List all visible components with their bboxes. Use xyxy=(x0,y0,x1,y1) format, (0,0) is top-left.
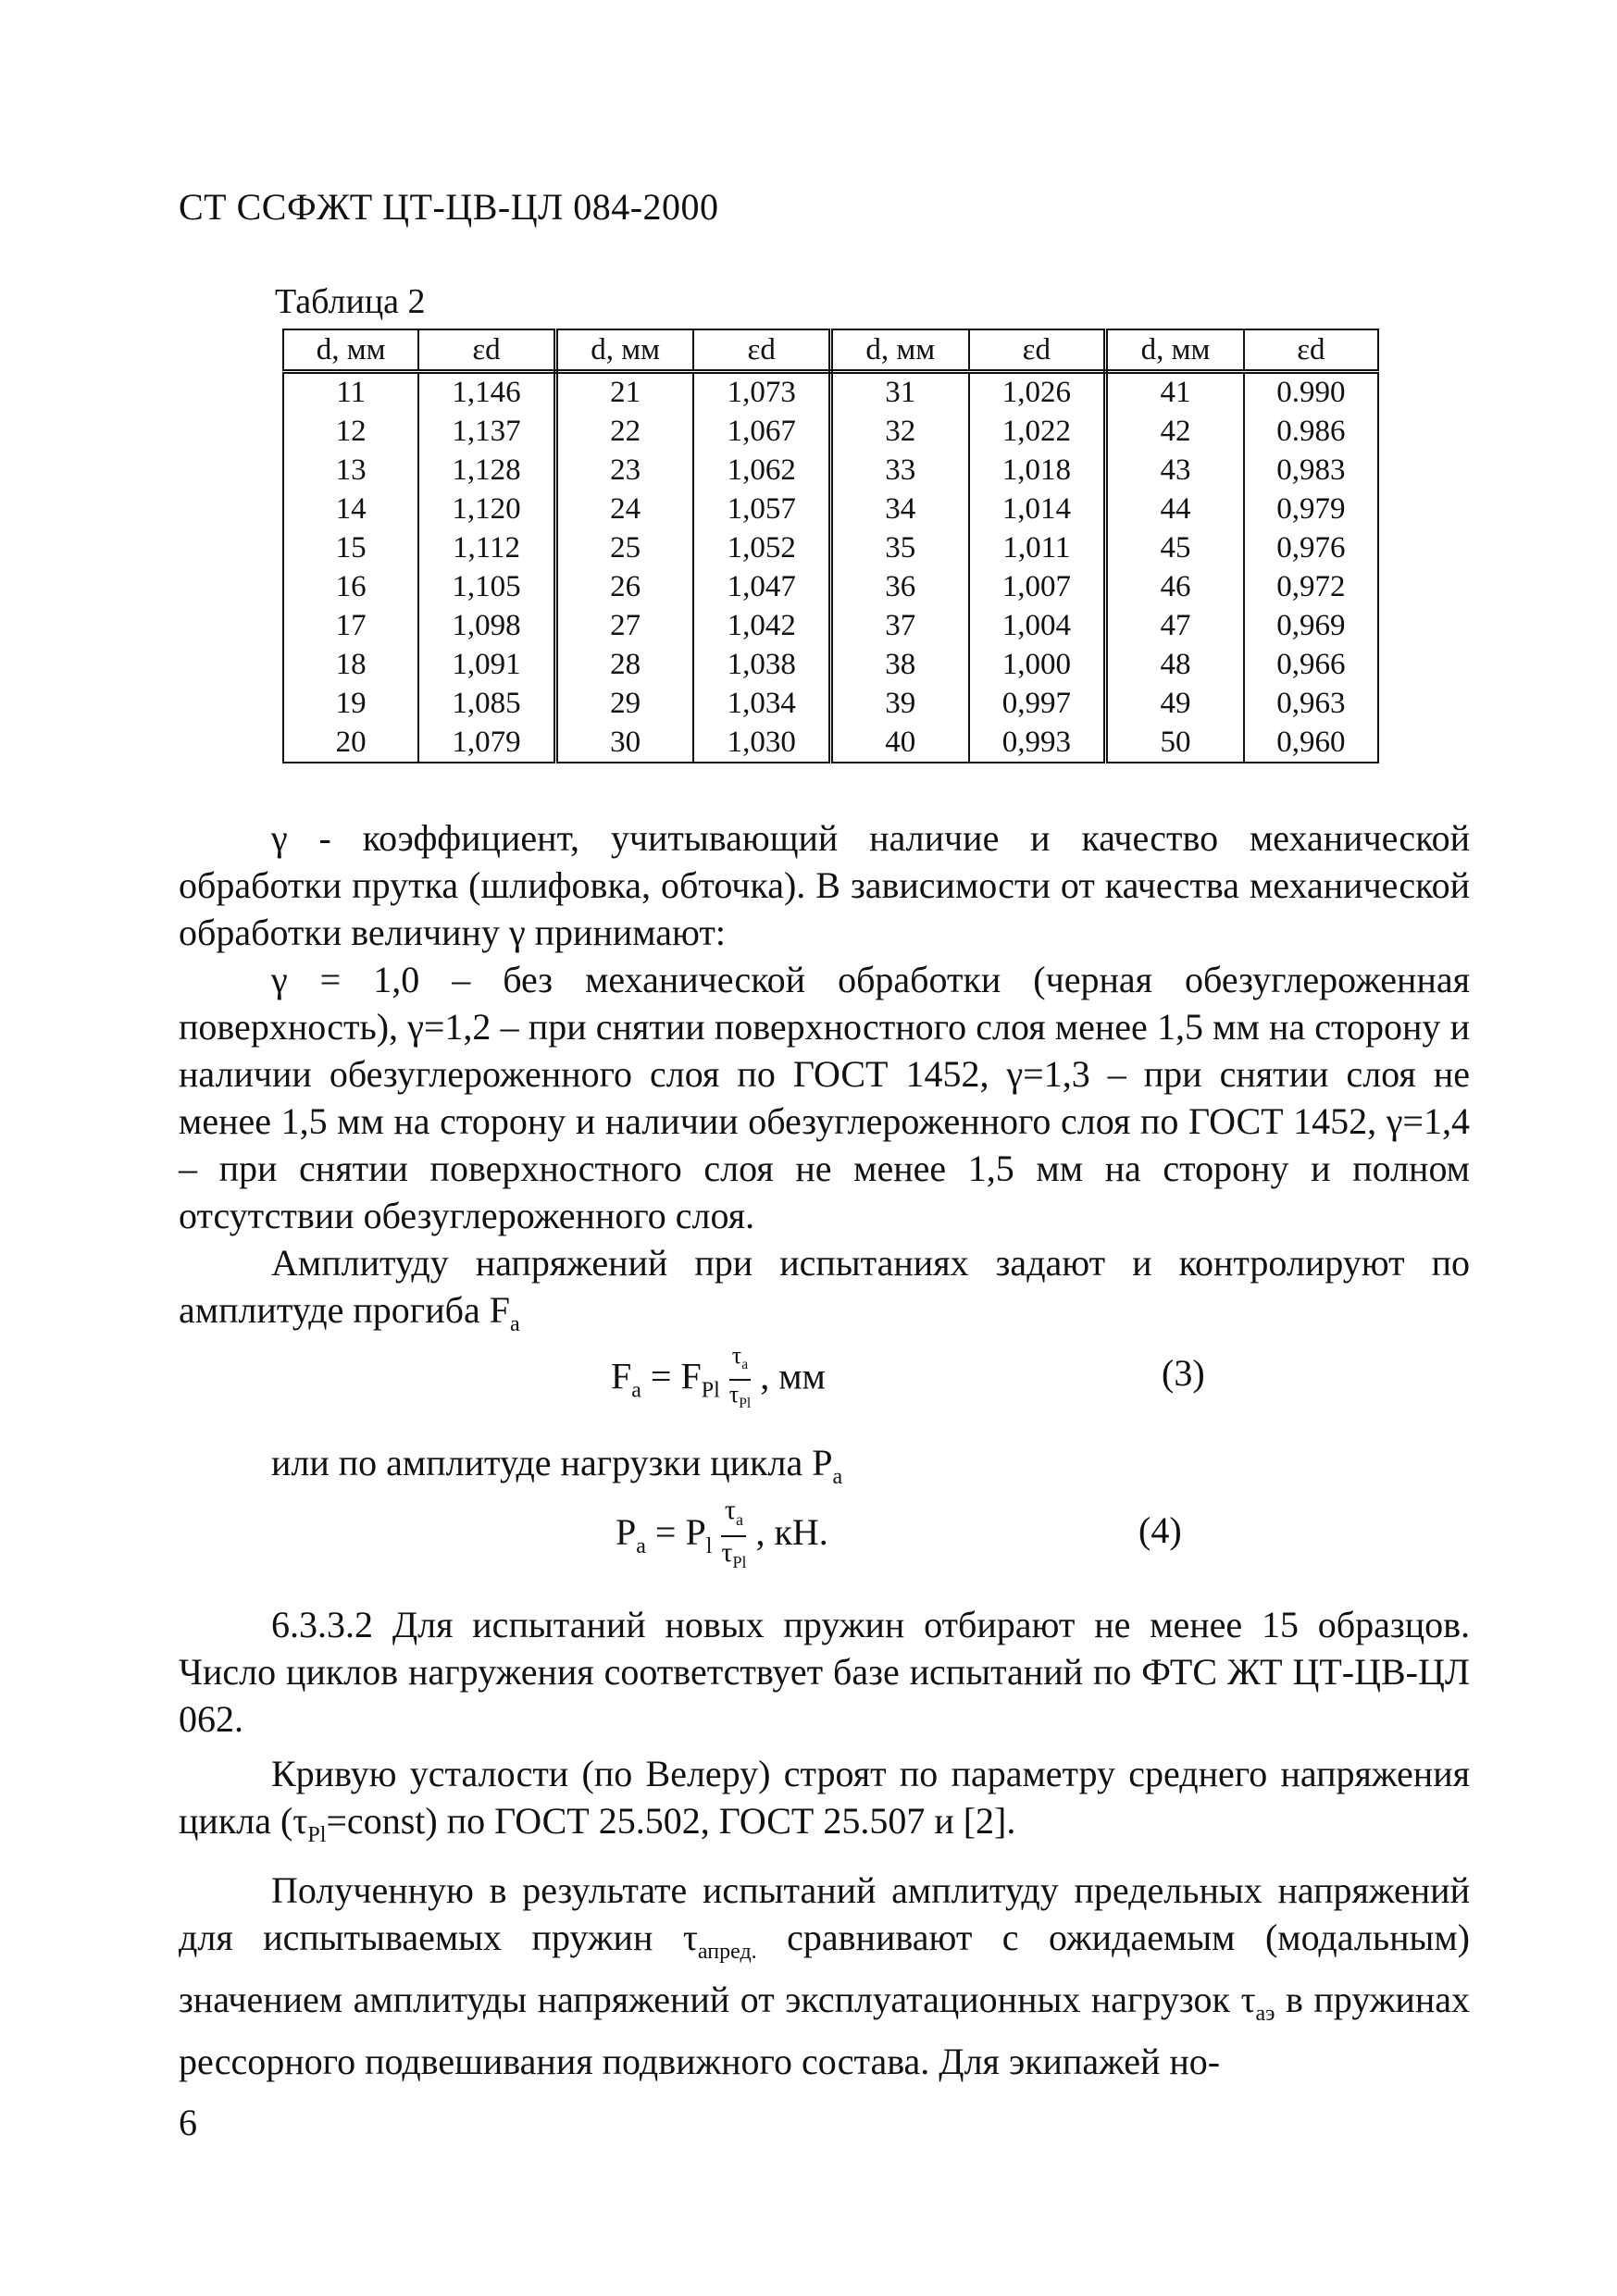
formula-3-lhs-sub: a xyxy=(631,1378,641,1403)
table-row xyxy=(283,529,1378,568)
cell-coefficient: 1,034 xyxy=(693,684,830,723)
var-F-sub: a xyxy=(509,1312,520,1336)
cell-diameter: 40 xyxy=(830,723,968,763)
formula-3-num: τ xyxy=(731,1342,742,1369)
cell-diameter: 14 xyxy=(283,490,418,529)
table-row xyxy=(283,568,1378,607)
paragraph-load-label: или по амплитуде нагрузки цикла xyxy=(271,1442,803,1483)
paragraph-fatigue-sub: Pl xyxy=(307,1823,327,1847)
header-eps: εd xyxy=(1244,329,1378,372)
cell-diameter: 38 xyxy=(830,645,968,684)
cell-coefficient: 1,098 xyxy=(418,606,555,645)
cell-coefficient: 0,997 xyxy=(969,684,1106,723)
table-row xyxy=(283,413,1378,452)
formula-3 xyxy=(611,1342,826,1418)
formula-4-den-sub: Pl xyxy=(732,1553,747,1571)
cell-coefficient: 1,073 xyxy=(693,372,830,413)
formula-3-num-sub: a xyxy=(741,1357,749,1373)
cell-diameter: 23 xyxy=(555,452,693,490)
cell-coefficient: 0,960 xyxy=(1244,723,1378,763)
formula-3-den: τ xyxy=(728,1381,740,1409)
paragraph-comparison-sub1: апред. xyxy=(697,1940,757,1964)
cell-diameter: 45 xyxy=(1106,529,1244,568)
cell-diameter: 21 xyxy=(555,372,693,413)
cell-coefficient: 1,000 xyxy=(969,645,1106,684)
paragraph-comparison-text-c: в пружинах рессорного подвешивания подвижного состава. Для экипажей но- xyxy=(179,1979,1470,2082)
paragraph-comparison-sub2: аэ xyxy=(1255,2002,1275,2026)
cell-coefficient: 0,963 xyxy=(1244,684,1378,723)
table-row xyxy=(283,723,1378,763)
paragraph-load-text xyxy=(179,1439,1470,1501)
paragraph-amplitude xyxy=(179,1239,1470,1348)
formula-3-unit: , мм xyxy=(760,1355,826,1397)
table-row xyxy=(283,490,1378,529)
formula-4-eq: = P xyxy=(654,1511,706,1554)
cell-coefficient: 1,112 xyxy=(418,529,555,568)
cell-diameter: 20 xyxy=(283,723,418,763)
formula-3-lhs: F xyxy=(611,1355,632,1397)
cell-diameter: 41 xyxy=(1106,372,1244,413)
var-F: F xyxy=(489,1289,510,1331)
cell-diameter: 32 xyxy=(830,413,968,452)
paragraph-comparison-text-a: Полученную в результате испытаний амплитуду предельных напряжений для испытываемых пружин τ xyxy=(179,1869,1470,1958)
formula-3-denominator xyxy=(729,1381,751,1418)
table-row xyxy=(283,372,1378,413)
cell-diameter: 29 xyxy=(555,684,693,723)
cell-diameter: 46 xyxy=(1106,568,1244,607)
paragraph-comparison xyxy=(179,1867,1470,2085)
formula-3-fraction xyxy=(729,1342,751,1418)
table-body xyxy=(283,372,1378,763)
cell-coefficient: 1,022 xyxy=(969,413,1106,452)
formula-4-fraction xyxy=(721,1495,746,1578)
cell-diameter: 44 xyxy=(1106,490,1244,529)
cell-coefficient: 0,983 xyxy=(1244,452,1378,490)
paragraph-gamma-def: γ - коэффициент, учитывающий наличие и качество механической обработки прутка (шлифовка, обточка). В зависимости от качества механической обработки величину γ принимают: xyxy=(179,817,1470,953)
formula-3-f-sub: Pl xyxy=(701,1378,720,1403)
cell-coefficient: 1,030 xyxy=(693,723,830,763)
cell-coefficient: 1,018 xyxy=(969,452,1106,490)
cell-diameter: 43 xyxy=(1106,452,1244,490)
formula-4-num: τ xyxy=(724,1495,736,1525)
paragraph-gamma-values: γ = 1,0 – без механической обработки (черная обезуглероженная поверхность), γ=1,2 – при снятии поверхностного слоя менее 1,5 мм на сторону и наличии обезуглероженного слоя по ГОСТ 1452, γ=1,3 – при снятии слоя не менее 1,5 мм на сторону и наличии обезуглероженного слоя по ГОСТ 1452, γ=1,4 – при снятии поверхностного слоя не менее 1,5 мм на сторону и полном отсутствии обезуглероженного слоя. xyxy=(179,959,1470,1236)
paragraph-amplitude-text: Амплитуду напряжений при испытаниях задают и контролируют по амплитуде прогиба xyxy=(179,1242,1470,1331)
formula-4-lhs: P xyxy=(616,1511,637,1554)
cell-diameter: 49 xyxy=(1106,684,1244,723)
cell-diameter: 31 xyxy=(830,372,968,413)
cell-diameter: 34 xyxy=(830,490,968,529)
cell-coefficient: 1,047 xyxy=(693,568,830,607)
cell-diameter: 17 xyxy=(283,606,418,645)
formula-4-f-sub: l xyxy=(705,1534,713,1559)
cell-coefficient: 1,128 xyxy=(418,452,555,490)
document-code: СТ ССФЖТ ЦТ-ЦВ-ЦЛ 084-2000 xyxy=(179,186,719,228)
header-d: d, мм xyxy=(1106,329,1244,372)
cell-diameter: 27 xyxy=(555,606,693,645)
header-d: d, мм xyxy=(830,329,968,372)
paragraph-fatigue-text-b: =const) по ГОСТ 25.502, ГОСТ 25.507 и [2]. xyxy=(326,1800,1016,1842)
formula-3-numerator xyxy=(729,1342,751,1381)
cell-diameter: 11 xyxy=(283,372,418,413)
table-row xyxy=(283,645,1378,684)
cell-diameter: 47 xyxy=(1106,606,1244,645)
page-number: 6 xyxy=(179,2102,197,2143)
cell-coefficient: 1,137 xyxy=(418,413,555,452)
cell-coefficient: 0.990 xyxy=(1244,372,1378,413)
cell-coefficient: 1,091 xyxy=(418,645,555,684)
cell-diameter: 12 xyxy=(283,413,418,452)
formula-4-unit: , кН. xyxy=(755,1511,828,1554)
cell-coefficient: 0.986 xyxy=(1244,413,1378,452)
formula-4-number: (4) xyxy=(1138,1509,1182,1551)
paragraph-gamma xyxy=(179,814,1470,1348)
cell-diameter: 30 xyxy=(555,723,693,763)
formula-4-denominator xyxy=(721,1537,746,1578)
cell-diameter: 42 xyxy=(1106,413,1244,452)
cell-diameter: 28 xyxy=(555,645,693,684)
section-6332 xyxy=(179,1601,1470,2085)
paragraph-fatigue-curve xyxy=(179,1750,1470,1859)
paragraph-fatigue-text-a: Кривую усталости (по Велеру) строят по параметру среднего напряжения цикла (τ xyxy=(179,1753,1470,1842)
cell-diameter: 13 xyxy=(283,452,418,490)
formula-3-number: (3) xyxy=(1162,1352,1205,1394)
cell-coefficient: 0,969 xyxy=(1244,606,1378,645)
cell-diameter: 50 xyxy=(1106,723,1244,763)
cell-coefficient: 1,052 xyxy=(693,529,830,568)
cell-coefficient: 0,979 xyxy=(1244,490,1378,529)
cell-diameter: 48 xyxy=(1106,645,1244,684)
formula-4 xyxy=(616,1495,828,1578)
table-row xyxy=(283,684,1378,723)
formula-4-den: τ xyxy=(721,1537,733,1568)
cell-coefficient: 1,067 xyxy=(693,413,830,452)
header-d: d, мм xyxy=(283,329,418,372)
cell-coefficient: 1,011 xyxy=(969,529,1106,568)
diameter-coefficient-table xyxy=(282,329,1379,763)
cell-coefficient: 1,057 xyxy=(693,490,830,529)
cell-diameter: 24 xyxy=(555,490,693,529)
formula-4-num-sub: a xyxy=(735,1510,743,1529)
cell-diameter: 37 xyxy=(830,606,968,645)
cell-coefficient: 1,085 xyxy=(418,684,555,723)
cell-coefficient: 0,976 xyxy=(1244,529,1378,568)
table-caption: Таблица 2 xyxy=(275,282,426,321)
formula-3-den-sub: Pl xyxy=(739,1396,752,1412)
paragraph-load xyxy=(179,1439,1470,1501)
paragraph-6332: 6.3.3.2 Для испытаний новых пружин отбирают не менее 15 образцов. Число циклов нагружения соответствует базе испытаний по ФТС ЖТ ЦТ-ЦВ-ЦЛ 062. xyxy=(179,1604,1470,1740)
cell-diameter: 39 xyxy=(830,684,968,723)
cell-coefficient: 0,972 xyxy=(1244,568,1378,607)
cell-coefficient: 1,079 xyxy=(418,723,555,763)
header-eps: εd xyxy=(693,329,830,372)
cell-coefficient: 0,993 xyxy=(969,723,1106,763)
var-P: P xyxy=(812,1442,833,1483)
cell-diameter: 36 xyxy=(830,568,968,607)
table-header-row xyxy=(283,329,1378,372)
cell-coefficient: 1,105 xyxy=(418,568,555,607)
cell-diameter: 15 xyxy=(283,529,418,568)
header-eps: εd xyxy=(969,329,1106,372)
cell-diameter: 16 xyxy=(283,568,418,607)
cell-coefficient: 0,966 xyxy=(1244,645,1378,684)
cell-diameter: 26 xyxy=(555,568,693,607)
cell-coefficient: 1,007 xyxy=(969,568,1106,607)
formula-4-lhs-sub: a xyxy=(636,1534,646,1559)
cell-coefficient: 1,120 xyxy=(418,490,555,529)
paragraph-comparison-text-b: сравнивают с ожидаемым (модальным) значением амплитуды напряжений от эксплуатационных нагрузок τ xyxy=(179,1917,1471,2020)
cell-diameter: 22 xyxy=(555,413,693,452)
cell-coefficient: 1,026 xyxy=(969,372,1106,413)
cell-diameter: 25 xyxy=(555,529,693,568)
cell-coefficient: 1,146 xyxy=(418,372,555,413)
var-P-sub: a xyxy=(832,1465,843,1489)
cell-coefficient: 1,042 xyxy=(693,606,830,645)
table-row xyxy=(283,452,1378,490)
cell-coefficient: 1,014 xyxy=(969,490,1106,529)
cell-diameter: 19 xyxy=(283,684,418,723)
table-row xyxy=(283,606,1378,645)
header-d: d, мм xyxy=(555,329,693,372)
cell-diameter: 35 xyxy=(830,529,968,568)
cell-coefficient: 1,062 xyxy=(693,452,830,490)
formula-4-numerator xyxy=(721,1495,746,1537)
cell-coefficient: 1,038 xyxy=(693,645,830,684)
formula-3-eq: = F xyxy=(650,1355,702,1397)
header-eps: εd xyxy=(418,329,555,372)
cell-diameter: 33 xyxy=(830,452,968,490)
cell-diameter: 18 xyxy=(283,645,418,684)
cell-coefficient: 1,004 xyxy=(969,606,1106,645)
